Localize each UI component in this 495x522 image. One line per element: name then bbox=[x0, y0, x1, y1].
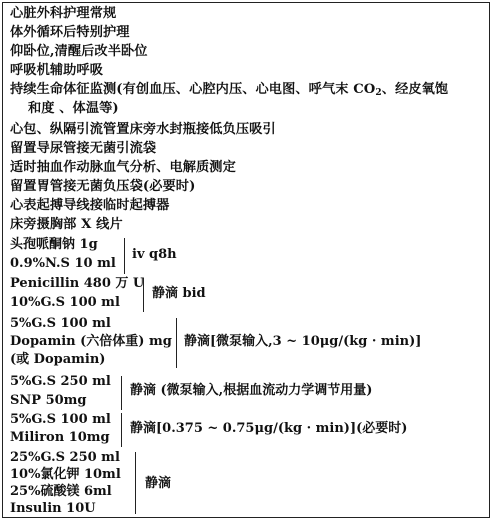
document-title: 心脏外科护理常规 bbox=[10, 6, 117, 21]
order-line: 适时抽血作动脉血气分析、电解质测定 bbox=[10, 160, 236, 175]
co2-subscript: 2 bbox=[375, 88, 382, 98]
drug-line: Insulin 10U bbox=[10, 501, 96, 516]
drug-line: 头孢哌酮钠 1g bbox=[10, 237, 98, 252]
drug-line: SNP 50mg bbox=[10, 393, 87, 408]
route-label: 静滴 bid bbox=[152, 286, 206, 301]
drug-line: 0.9%N.S 10 ml bbox=[10, 256, 116, 271]
drug-line: 10%氯化钾 10ml bbox=[10, 467, 121, 482]
order-line-continued: 和度 、体温等) bbox=[28, 101, 119, 116]
drug-line: 5%G.S 100 ml bbox=[10, 316, 111, 331]
route-label: 静滴[微泵输入,3 ~ 10μg/(kg · min)] bbox=[184, 334, 422, 349]
drug-line: 5%G.S 100 ml bbox=[10, 412, 111, 427]
bracket-bar bbox=[124, 238, 125, 274]
drug-line: 5%G.S 250 ml bbox=[10, 374, 111, 389]
drug-line: 25%G.S 250 ml bbox=[10, 450, 120, 465]
route-label: 静滴 (微泵输入,根据血流动力学调节用量) bbox=[130, 383, 373, 398]
bracket-bar bbox=[143, 278, 144, 312]
drug-line: Dopamin (六倍体重) mg bbox=[10, 334, 172, 349]
bracket-bar bbox=[121, 376, 122, 410]
order-line: 床旁摄胸部 X 线片 bbox=[10, 217, 123, 232]
order-line: 仰卧位,清醒后改半卧位 bbox=[10, 44, 148, 59]
drug-line: 25%硫酸镁 6ml bbox=[10, 484, 112, 499]
drug-line: Penicillin 480 万 U bbox=[10, 276, 145, 291]
order-line-monitoring: 持续生命体征监测(有创血压、心腔内压、心电图、呼气末 $CO_2$、经皮氧饱 bbox=[10, 82, 449, 98]
route-label: iv q8h bbox=[132, 247, 177, 262]
route-label: 静滴 bbox=[145, 476, 172, 491]
drug-line: (或 Dopamin) bbox=[10, 352, 106, 367]
order-line: 体外循环后特别护理 bbox=[10, 25, 130, 40]
bracket-bar bbox=[135, 452, 136, 514]
order-line: 留置导尿管接无菌引流袋 bbox=[10, 141, 157, 156]
order-line: 心包、纵隔引流管置床旁水封瓶接低负压吸引 bbox=[10, 122, 276, 137]
order-line: 留置胃管接无菌负压袋(必要时) bbox=[10, 179, 196, 194]
bracket-bar bbox=[176, 318, 177, 368]
drug-line: 10%G.S 100 ml bbox=[10, 295, 120, 310]
order-line: 呼吸机辅助呼吸 bbox=[10, 63, 104, 78]
drug-line: Miliron 10mg bbox=[10, 430, 110, 445]
order-line: 心表起搏导线接临时起搏器 bbox=[10, 198, 170, 213]
route-label: 静滴[0.375 ~ 0.75μg/(kg · min)](必要时) bbox=[130, 421, 408, 436]
bracket-bar bbox=[121, 413, 122, 447]
